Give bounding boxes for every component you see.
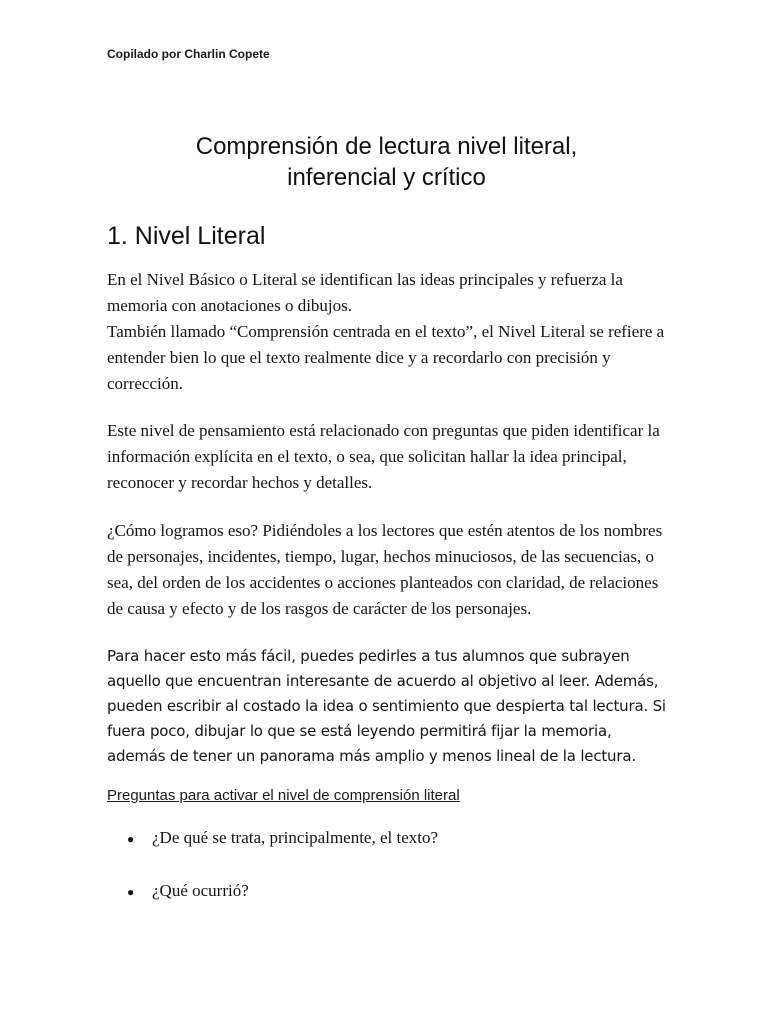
document-title-line-2: inferencial y crítico xyxy=(287,164,486,191)
question-text: ¿Qué ocurrió? xyxy=(152,881,249,900)
bullet-icon: ● xyxy=(127,832,135,846)
paragraph-basic-level: En el Nivel Básico o Literal se identifican las ideas principales y refuerza la memoria con anotaciones o dibujos. xyxy=(107,270,623,315)
section-heading: 1. Nivel Literal xyxy=(107,222,266,250)
bullet-icon: ● xyxy=(127,885,135,899)
question-text: ¿De qué se trata, principalmente, el texto? xyxy=(152,828,439,847)
question-list xyxy=(107,826,666,904)
questions-link[interactable]: Preguntas para activar el nivel de comprensión literal xyxy=(107,787,460,804)
paragraph-explicit-info: Este nivel de pensamiento está relacionado con preguntas que piden identificar la información explícita en el texto, o sea, que solicitan hallar la idea principal, reconocer y recordar hechos y detalles. xyxy=(107,421,660,492)
paragraph-text-centered: También llamado “Comprensión centrada en el texto”, el Nivel Literal se refiere a entender bien lo que el texto realmente dice y a recordarlo con precisión y corrección. xyxy=(107,322,665,393)
paragraph-how-to: ¿Cómo logramos eso? Pidiéndoles a los lectores que estén atentos de los nombres de personajes, incidentes, tiempo, lugar, hechos minuciosos, de las secuencias, o sea, del orden de los accidentes o acciones planteados con claridad, de relaciones de causa y efecto y de los rasgos de carácter de los personajes. xyxy=(107,521,663,618)
list-item xyxy=(107,826,666,851)
list-item xyxy=(107,879,666,904)
document-title-line-1: Comprensión de lectura nivel literal, xyxy=(195,133,578,160)
header-credit: Copilado por Charlin Copete xyxy=(107,47,270,61)
paragraph-tips: Para hacer esto más fácil, puedes pedirles a tus alumnos que subrayen aquello que encuentran interesante de acuerdo al objetivo al leer. Además, pueden escribir al costado la idea o sentimiento que despierta tal lectura. Si fuera poco, dibujar lo que se está leyendo permitirá fijar la memoria, además de tener un panorama más amplio y menos lineal de la lectura. xyxy=(107,647,666,765)
document-title xyxy=(107,131,666,193)
